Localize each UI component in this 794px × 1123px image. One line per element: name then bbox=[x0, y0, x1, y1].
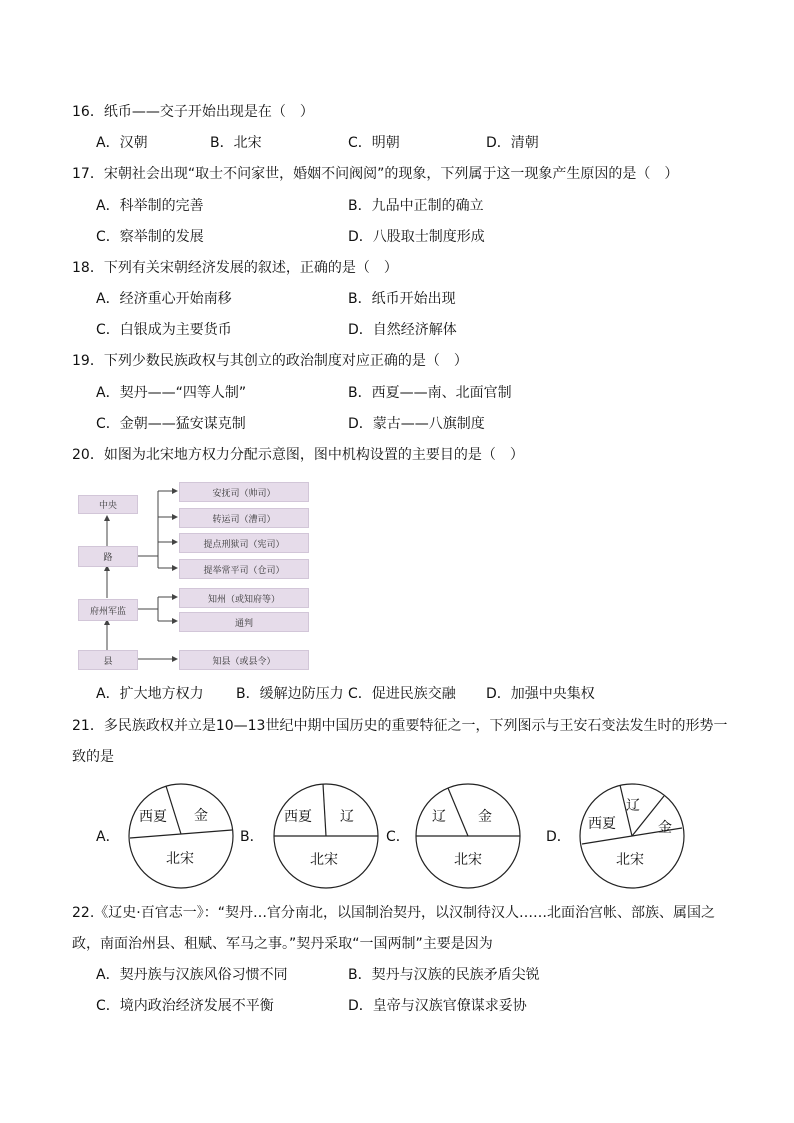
pie-label: 西夏 bbox=[139, 809, 167, 825]
diagram-lu-office: 提点刑狱司（宪司） bbox=[179, 533, 309, 553]
q17-option-d[interactable]: D．八股取士制度形成 bbox=[348, 229, 485, 245]
q18-option-c[interactable]: C．白银成为主要货币 bbox=[96, 322, 232, 338]
pie-label: 辽 bbox=[626, 798, 640, 814]
q21-pie-b[interactable] bbox=[270, 782, 382, 890]
q21-pie-d[interactable] bbox=[578, 782, 686, 890]
q22-option-b[interactable]: B．契丹与汉族的民族矛盾尖锐 bbox=[348, 967, 540, 983]
q16-option-d[interactable]: D．清朝 bbox=[486, 135, 539, 151]
pie-label: 北宋 bbox=[454, 852, 482, 868]
question-17-stem: 17．宋朝社会出现“取士不问家世，婚姻不问阀阅”的现象，下列属于这一现象产生原因的是（ ） bbox=[72, 166, 679, 182]
q16-option-c[interactable]: C．明朝 bbox=[348, 135, 400, 151]
question-19-stem: 19．下列少数民族政权与其创立的政治制度对应正确的是（ ） bbox=[72, 353, 468, 369]
diagram-lu-office: 安抚司（帅司） bbox=[179, 482, 309, 502]
pie-label: 辽 bbox=[432, 809, 446, 825]
question-20-stem: 20．如图为北宋地方权力分配示意图，图中机构设置的主要目的是（ ） bbox=[72, 447, 524, 463]
q18-option-d[interactable]: D．自然经济解体 bbox=[348, 322, 457, 338]
question-22-stem-line1: 22.《辽史·百官志一》：“契丹…官分南北，以国制治契丹，以汉制待汉人……北面治宫帐、部族、属国之 bbox=[72, 905, 715, 921]
pie-label: 金 bbox=[194, 808, 208, 824]
q22-option-c[interactable]: C．境内政治经济发展不平衡 bbox=[96, 998, 274, 1014]
q20-option-b[interactable]: B．缓解边防压力 bbox=[236, 686, 344, 702]
pie-label: 金 bbox=[658, 820, 672, 836]
pie-label: 北宋 bbox=[616, 852, 644, 868]
q17-option-c[interactable]: C．察举制的发展 bbox=[96, 229, 204, 245]
question-21-stem-line1: 21．多民族政权并立是10—13世纪中期中国历史的重要特征之一，下列图示与王安石变法发生时的形势一 bbox=[72, 718, 728, 734]
pie-label: 辽 bbox=[340, 809, 354, 825]
q16-option-a[interactable]: A．汉朝 bbox=[96, 135, 148, 151]
diagram-lu-box: 路 bbox=[78, 546, 138, 567]
question-18-stem: 18．下列有关宋朝经济发展的叙述，正确的是（ ） bbox=[72, 260, 398, 276]
q22-option-d[interactable]: D．皇帝与汉族官僚谋求妥协 bbox=[348, 998, 527, 1014]
pie-circle bbox=[129, 784, 233, 888]
question-16-stem: 16．纸币——交子开始出现是在（ ） bbox=[72, 104, 314, 120]
q19-option-a[interactable]: A．契丹——“四等人制” bbox=[96, 385, 247, 401]
q20-option-c[interactable]: C．促进民族交融 bbox=[348, 686, 456, 702]
q16-option-b[interactable]: B．北宋 bbox=[210, 135, 262, 151]
q21-option-c-letter[interactable]: C． bbox=[386, 829, 410, 845]
q21-pie-a[interactable] bbox=[126, 782, 236, 890]
pie-label: 西夏 bbox=[284, 809, 312, 825]
pie-label: 西夏 bbox=[588, 816, 616, 832]
diagram-lu-office: 提举常平司（仓司） bbox=[179, 559, 309, 579]
diagram-fuzhou-box: 府州军监 bbox=[78, 599, 138, 621]
q20-option-a[interactable]: A．扩大地方权力 bbox=[96, 686, 204, 702]
q17-option-b[interactable]: B．九品中正制的确立 bbox=[348, 198, 484, 214]
q18-option-a[interactable]: A．经济重心开始南移 bbox=[96, 291, 232, 307]
q21-pie-c[interactable] bbox=[414, 782, 522, 890]
diagram-fuzhou-office: 通判 bbox=[179, 612, 309, 632]
q19-option-c[interactable]: C．金朝——猛安谋克制 bbox=[96, 416, 246, 432]
q21-option-a-letter[interactable]: A． bbox=[96, 829, 120, 845]
q21-option-d-letter[interactable]: D． bbox=[546, 829, 571, 845]
diagram-xian-office: 知县（或县令） bbox=[179, 650, 309, 670]
diagram-fuzhou-office: 知州（或知府等） bbox=[179, 588, 309, 608]
pie-label: 北宋 bbox=[166, 851, 194, 867]
diagram-lu-office: 转运司（漕司） bbox=[179, 508, 309, 528]
question-21-stem-line2: 致的是 bbox=[72, 749, 114, 765]
q17-option-a[interactable]: A．科举制的完善 bbox=[96, 198, 204, 214]
q19-option-b[interactable]: B．西夏——南、北面官制 bbox=[348, 385, 512, 401]
q22-option-a[interactable]: A．契丹族与汉族风俗习惯不同 bbox=[96, 967, 288, 983]
q20-option-d[interactable]: D．加强中央集权 bbox=[486, 686, 595, 702]
diagram-xian-box: 县 bbox=[78, 650, 138, 670]
pie-label: 金 bbox=[478, 809, 492, 825]
pie-label: 北宋 bbox=[310, 852, 338, 868]
q21-option-b-letter[interactable]: B． bbox=[240, 829, 264, 845]
q18-option-b[interactable]: B．纸币开始出现 bbox=[348, 291, 456, 307]
q19-option-d[interactable]: D．蒙古——八旗制度 bbox=[348, 416, 485, 432]
diagram-central-box: 中央 bbox=[78, 495, 138, 514]
power-distribution-diagram bbox=[76, 480, 316, 672]
question-22-stem-line2: 政，南面治州县、租赋、军马之事。”契丹采取“一国两制”主要是因为 bbox=[72, 936, 493, 952]
